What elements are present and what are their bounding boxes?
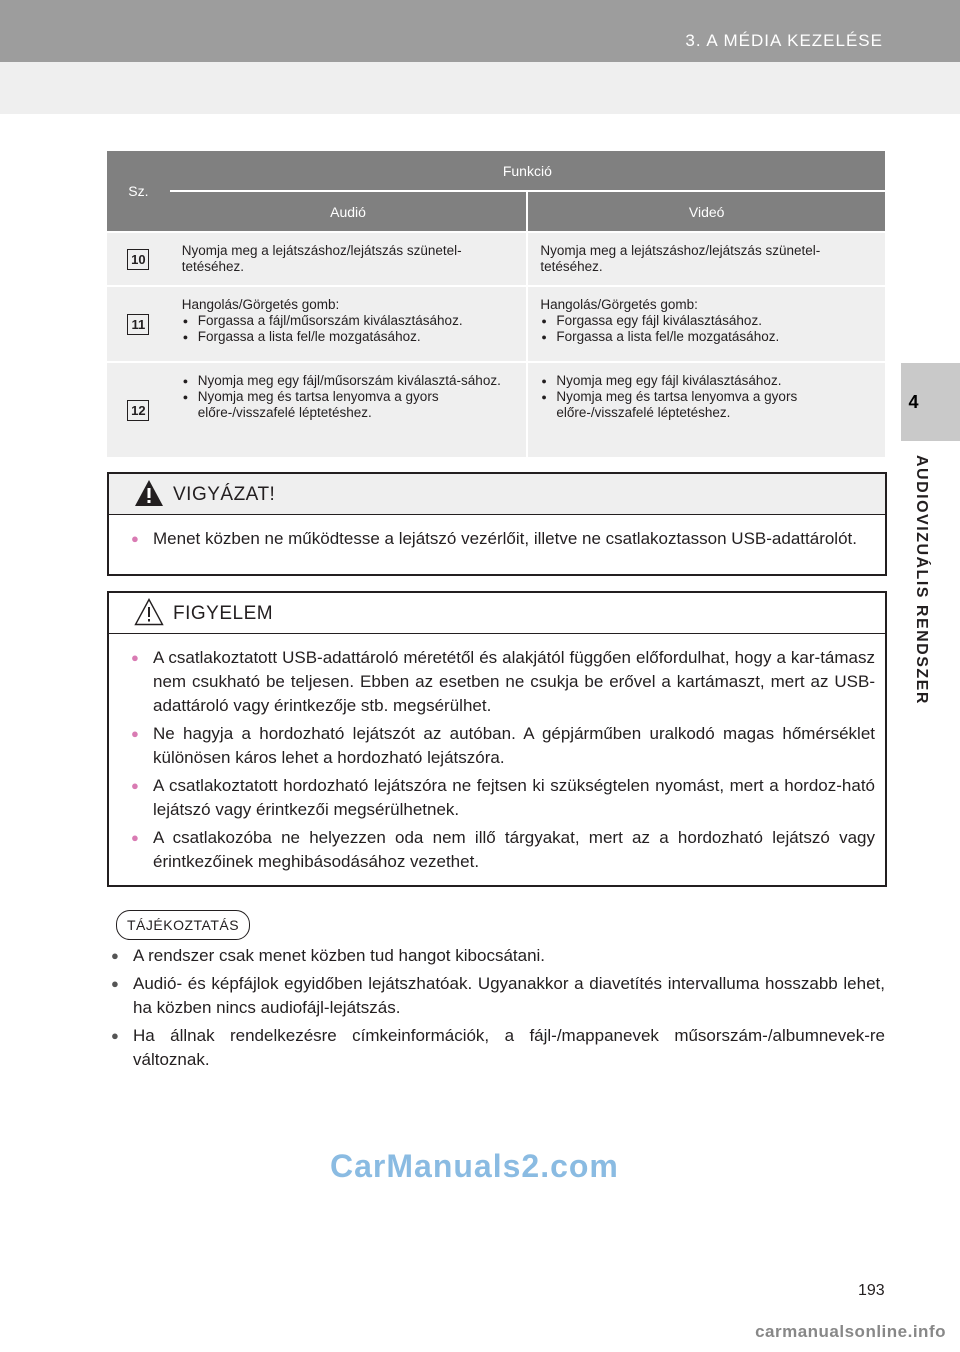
notice-header: [109, 593, 885, 634]
warning-box: [107, 472, 887, 576]
warning-body: [109, 515, 885, 565]
list-item: ● Nyomja meg egy fájl/műsorszám kiválasztá-sához.: [182, 373, 517, 389]
audio-cell: Nyomja meg a lejátszáshoz/lejátszás szünetel-tetéséhez.: [170, 232, 528, 286]
list-item: ● Forgassa a fájl/műsorszám kiválasztásához.: [182, 313, 517, 329]
function-table: [107, 151, 885, 457]
table-row: [107, 232, 885, 286]
info-item: ● Audió- és képfájlok egyidőben lejátszhatóak. Ugyanakkor a diavetítés intervalluma hosszabb lehet, ha közben nincs audiofájl-lejátszás.: [109, 972, 885, 1020]
list-item: ● Nyomja meg egy fájl kiválasztásához.: [540, 373, 875, 389]
notice-body: [109, 634, 885, 888]
page-number: 193: [858, 1282, 885, 1299]
notice-item: ● Ne hagyja a hordozható lejátszót az autóban. A gépjárműben uralkodó magas hőmérséklet különösen káros lehet a hordozható lejátszóra.: [129, 722, 875, 770]
info-label: TÁJÉKOZTATÁS: [116, 910, 250, 940]
info-item: ● Ha állnak rendelkezésre címkeinformációk, a fájl-/mappanevek műsorszám-/albumnevek-re változnak.: [109, 1024, 885, 1072]
notice-title: FIGYELEM: [173, 603, 274, 624]
video-cell: [527, 362, 885, 457]
info-item: ● A rendszer csak menet közben tud hangot kibocsátani.: [109, 944, 885, 968]
col-header-number: Sz.: [107, 151, 170, 232]
footer-watermark: carmanualsonline.info: [755, 1322, 946, 1341]
video-cell: [527, 286, 885, 362]
cell-heading: Hangolás/Görgetés gomb:: [540, 297, 698, 312]
chapter-label: AUDIOVIZUÁLIS RENDSZER: [913, 455, 930, 705]
header-subband: [0, 62, 960, 114]
list-item: ● Nyomja meg és tartsa lenyomva a gyors előre-/visszafelé léptetéshez.: [540, 389, 875, 421]
table-row: [107, 286, 885, 362]
list-item: ● Forgassa a lista fel/le mozgatásához.: [182, 329, 517, 345]
col-header-video: Videó: [527, 191, 885, 232]
cell-heading: Hangolás/Görgetés gomb:: [181, 297, 340, 312]
section-title: 3. A MÉDIA KEZELÉSE: [685, 31, 883, 50]
col-header-audio: Audió: [170, 191, 528, 232]
video-cell: Nyomja meg a lejátszáshoz/lejátszás szünetel-tetéséhez.: [527, 232, 885, 286]
info-list: [109, 944, 885, 1076]
caution-icon: [134, 598, 164, 626]
warning-icon: [134, 479, 164, 507]
table-row: [107, 362, 885, 457]
watermark-logo: CarManuals2.com: [330, 1148, 619, 1184]
warning-title: VIGYÁZAT!: [173, 484, 276, 505]
col-header-function: Funkció: [170, 151, 885, 191]
notice-item: ● A csatlakozóba ne helyezzen oda nem illő tárgyakat, mert az a hordozható lejátszó vagy érintkezőinek meghibásodásához vezethet.: [129, 826, 875, 874]
audio-cell: [170, 286, 528, 362]
notice-item: ● A csatlakoztatott USB-adattároló méretétől és alakjától függően előfordulhat, hogy a kar-támasz nem csukható be teljesen. Ebben az esetben ne csukja be erővel a kartámaszt, mert az USB-adattároló vagy érintkezője stb. megsérülhet.: [129, 646, 875, 718]
list-item: ● Forgassa a lista fel/le mozgatásához.: [540, 329, 875, 345]
warning-item: ● Menet közben ne működtesse a lejátszó vezérlőit, illetve ne csatlakoztasson USB-adattárolót.: [129, 527, 875, 551]
audio-cell: [170, 362, 528, 457]
row-number-badge: 10: [127, 249, 149, 270]
warning-header: [109, 474, 885, 515]
row-number-badge: 12: [127, 400, 149, 421]
chapter-number: 4: [908, 392, 919, 412]
list-item: ● Nyomja meg és tartsa lenyomva a gyors előre-/visszafelé léptetéshez.: [182, 389, 517, 421]
list-item: ● Forgassa egy fájl kiválasztásához.: [540, 313, 875, 329]
row-number-badge: 11: [127, 314, 149, 335]
notice-box: [107, 591, 887, 887]
notice-item: ● A csatlakoztatott hordozható lejátszóra ne fejtsen ki szükségtelen nyomást, mert a hordoz-ható lejátszó vagy érintkezői megsérülhetnek.: [129, 774, 875, 822]
